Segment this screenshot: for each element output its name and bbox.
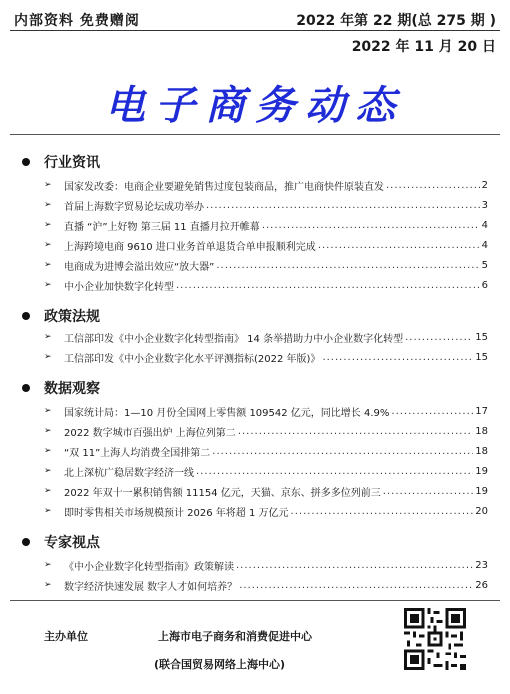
- toc-item-page: 23: [475, 559, 488, 571]
- dot-leader: [322, 352, 473, 363]
- toc-item-title: 国家统计局：1—10 月份全国网上零售额 109542 亿元，同比增长 4.9%: [64, 407, 390, 419]
- section-heading: [22, 378, 100, 398]
- arrow-right-icon: ➢: [44, 240, 52, 250]
- toc-item-page: 26: [475, 579, 488, 591]
- arrow-right-icon: ➢: [44, 200, 52, 210]
- issue-number: 2022 年第 22 期(总 275 期 ): [296, 13, 496, 29]
- toc-item-title: 《中小企业数字化转型指南》政策解读: [64, 561, 234, 573]
- toc-item[interactable]: [44, 328, 488, 346]
- toc-item-page: 5: [481, 259, 488, 271]
- toc-item-title: 北上深杭广稳居数字经济一线: [64, 467, 194, 479]
- toc-item-title: 上海跨境电商 9610 进口业务首单退货合单申报顺利完成: [64, 241, 316, 253]
- dot-leader: [212, 446, 473, 457]
- toc-item-title: 工信部印发《中小企业数字化水平评测指标(2022 年版)》: [64, 353, 321, 365]
- bullet-icon: [22, 384, 30, 392]
- toc-item-title: 2022 数字城市百强出炉 上海位列第二: [64, 427, 236, 439]
- toc-item[interactable]: [44, 236, 488, 254]
- toc-item[interactable]: [44, 502, 488, 520]
- toc-item-title: 数字经济快速发展 数字人才如何培养？: [64, 581, 238, 593]
- toc-item-page: 3: [481, 199, 488, 211]
- section-heading: [22, 152, 100, 172]
- dot-leader: [206, 200, 480, 211]
- toc-item[interactable]: [44, 176, 488, 194]
- footer-divider: [10, 600, 500, 601]
- toc-item-page: 15: [475, 331, 488, 343]
- dot-leader: [391, 406, 473, 417]
- arrow-right-icon: ➢: [44, 220, 52, 230]
- toc-item[interactable]: [44, 422, 488, 440]
- toc-item[interactable]: [44, 576, 488, 594]
- qr-code-icon: [404, 608, 466, 670]
- arrow-right-icon: ➢: [44, 486, 52, 496]
- toc-item-page: 18: [475, 445, 488, 457]
- host-organization-sub: (联合国贸易网络上海中心): [154, 658, 286, 671]
- section-title: 政策法规: [44, 309, 100, 325]
- bullet-icon: [22, 158, 30, 166]
- toc-item-title: 电商成为进博会溢出效应“放大器”: [64, 261, 215, 273]
- toc-item[interactable]: [44, 276, 488, 294]
- dot-leader: [291, 506, 474, 517]
- header-left-text: 内部资料 免费赠阅: [14, 13, 140, 29]
- host-organization: 上海市电子商务和消费促进中心: [158, 630, 312, 643]
- host-label: 主办单位: [44, 630, 88, 643]
- arrow-right-icon: ➢: [44, 466, 52, 476]
- section-title: 数据观察: [44, 381, 100, 397]
- toc-item[interactable]: [44, 442, 488, 460]
- arrow-right-icon: ➢: [44, 580, 52, 590]
- toc-item[interactable]: [44, 482, 488, 500]
- arrow-right-icon: ➢: [44, 446, 52, 456]
- toc-item-title: 中小企业加快数字化转型: [64, 281, 174, 293]
- masthead-title: 电子商务动态: [105, 82, 405, 129]
- arrow-right-icon: ➢: [44, 332, 52, 342]
- section-heading: [22, 532, 100, 552]
- toc-item-title: 首届上海数字贸易论坛成功举办: [64, 201, 204, 213]
- bullet-icon: [22, 538, 30, 546]
- dot-leader: [238, 426, 473, 437]
- dot-leader: [405, 332, 473, 343]
- arrow-right-icon: ➢: [44, 426, 52, 436]
- arrow-right-icon: ➢: [44, 560, 52, 570]
- toc-item-page: 20: [475, 505, 488, 517]
- toc-item[interactable]: [44, 256, 488, 274]
- dot-leader: [386, 180, 480, 191]
- dot-leader: [236, 560, 473, 571]
- toc-item[interactable]: [44, 196, 488, 214]
- dot-leader: [318, 240, 480, 251]
- dot-leader: [239, 580, 473, 591]
- masthead-divider: [10, 134, 500, 135]
- toc-item-page: 4: [481, 239, 488, 251]
- dot-leader: [196, 466, 473, 477]
- arrow-right-icon: ➢: [44, 280, 52, 290]
- toc-item-page: 19: [475, 485, 488, 497]
- toc-item[interactable]: [44, 216, 488, 234]
- section-title: 专家视点: [44, 535, 100, 551]
- arrow-right-icon: ➢: [44, 406, 52, 416]
- toc-item-title: 直播 “沪”上好物 第三届 11 直播月拉开帷幕: [64, 221, 260, 233]
- dot-leader: [383, 486, 473, 497]
- toc-item-page: 6: [481, 279, 488, 291]
- dot-leader: [176, 280, 480, 291]
- dot-leader: [262, 220, 480, 231]
- toc-item-title: 即时零售相关市场规模预计 2026 年将超 1 万亿元: [64, 507, 289, 519]
- arrow-right-icon: ➢: [44, 180, 52, 190]
- toc-item-page: 15: [475, 351, 488, 363]
- arrow-right-icon: ➢: [44, 260, 52, 270]
- toc-item-page: 2: [481, 179, 488, 191]
- toc-item-page: 19: [475, 465, 488, 477]
- arrow-right-icon: ➢: [44, 352, 52, 362]
- toc-item-page: 18: [475, 425, 488, 437]
- toc-item[interactable]: [44, 462, 488, 480]
- section-heading: [22, 306, 100, 326]
- toc-item-title: 国家发改委：电商企业要避免销售过度包装商品，推广电商快件原装直发: [64, 181, 384, 193]
- arrow-right-icon: ➢: [44, 506, 52, 516]
- toc-item-title: 2022 年双十一累积销售额 11154 亿元，天猫、京东、拼多多位列前三: [64, 487, 381, 499]
- dot-leader: [216, 260, 479, 271]
- toc-item[interactable]: [44, 556, 488, 574]
- issue-date: 2022 年 11 月 20 日: [351, 39, 496, 55]
- toc-item-title: “双 11”上海人均消费全国排第二: [64, 447, 211, 459]
- toc-item-page: 4: [481, 219, 488, 231]
- toc-item[interactable]: [44, 402, 488, 420]
- header-divider: [10, 30, 500, 31]
- toc-item-page: 17: [475, 405, 488, 417]
- bullet-icon: [22, 312, 30, 320]
- toc-item[interactable]: [44, 348, 488, 366]
- toc-item-title: 工信部印发《中小企业数字化转型指南》 14 条举措助力中小企业数字化转型: [64, 333, 404, 345]
- section-title: 行业资讯: [44, 155, 100, 171]
